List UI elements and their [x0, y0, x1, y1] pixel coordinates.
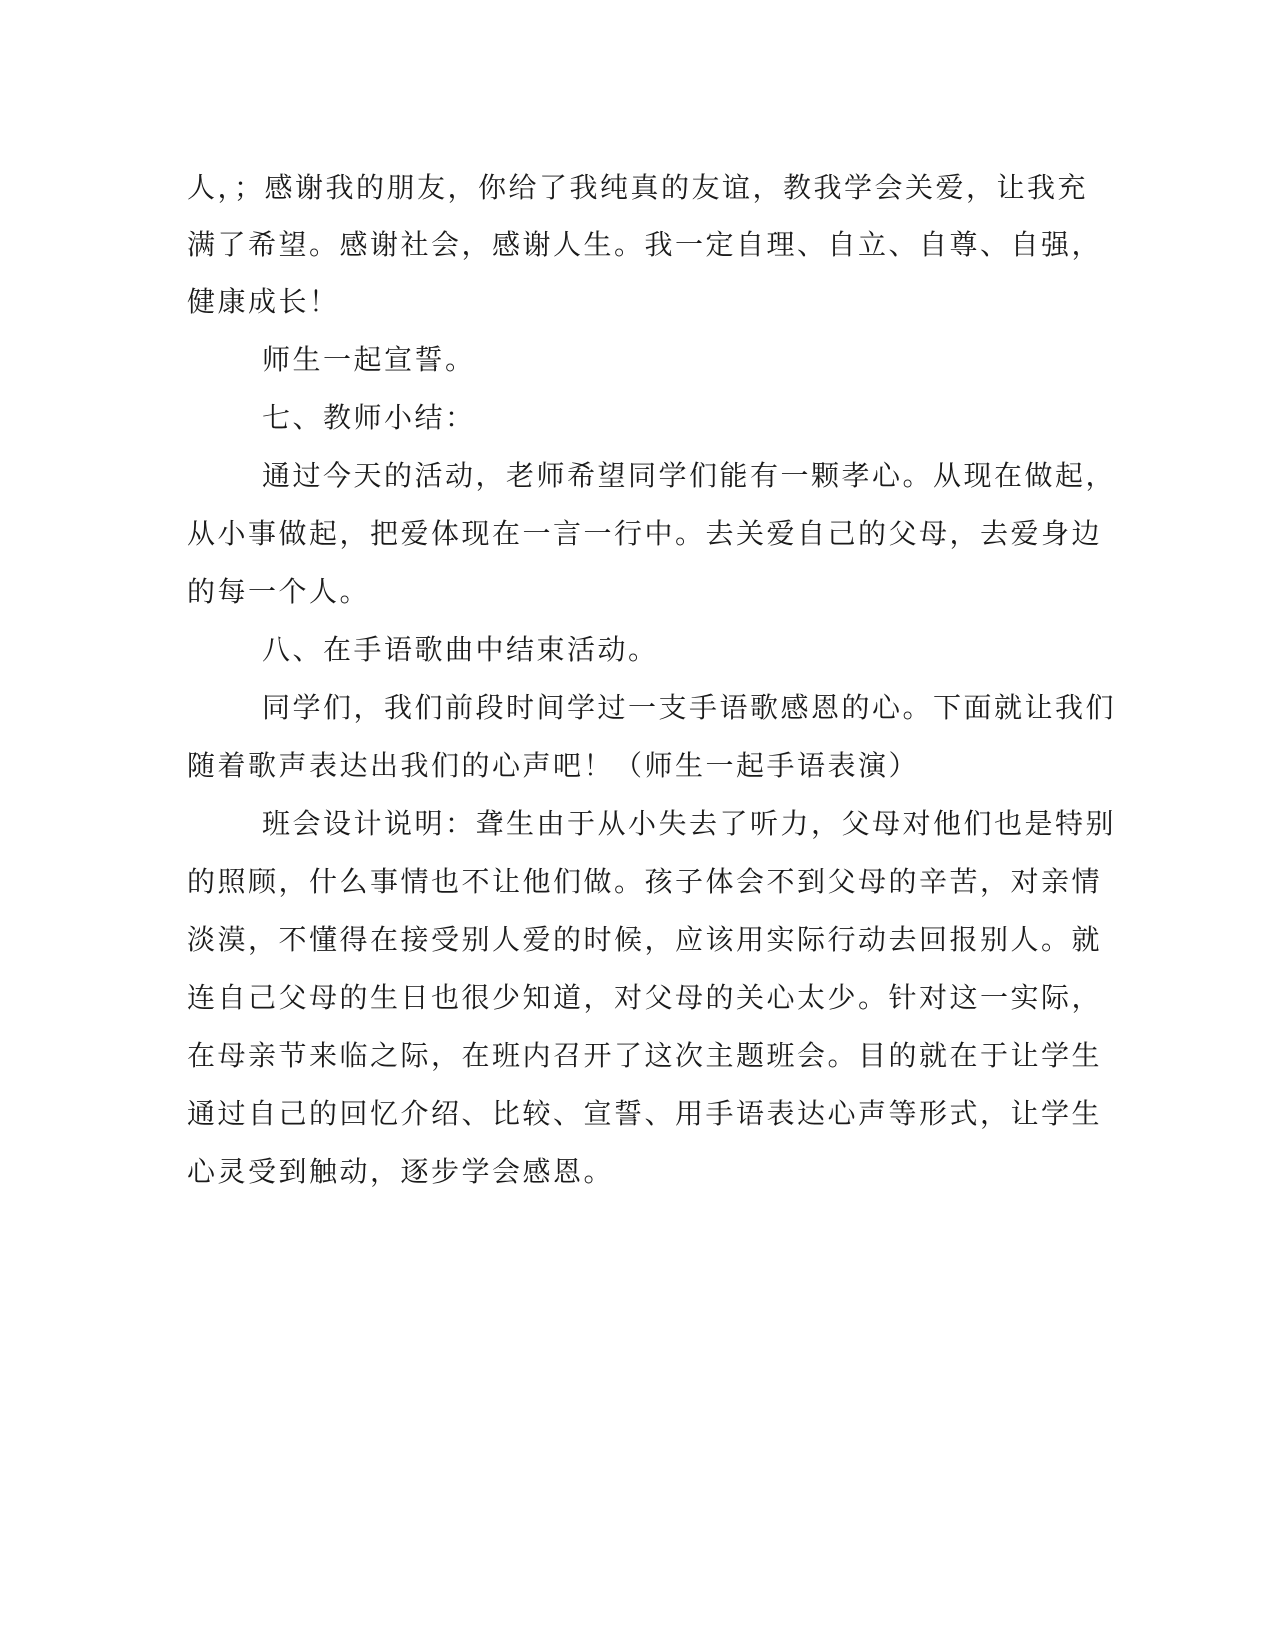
text-line: 在母亲节来临之际，在班内召开了这次主题班会。目的就在于让学生 — [187, 1039, 1103, 1072]
section-heading: 七、教师小结： — [262, 401, 476, 434]
text-line: 心灵受到触动，逐步学会感恩。 — [187, 1155, 615, 1188]
text-line: 班会设计说明：聋生由于从小失去了听力，父母对他们也是特别 — [262, 807, 1117, 840]
text-line: 师生一起宣誓。 — [262, 343, 476, 376]
text-line: 连自己父母的生日也很少知道，对父母的关心太少。针对这一实际， — [187, 981, 1103, 1014]
text-line: 从小事做起，把爱体现在一言一行中。去关爱自己的父母，去爱身边 — [187, 517, 1103, 550]
text-line: 人，；感谢我的朋友，你给了我纯真的友谊，教我学会关爱，让我充 — [187, 171, 1089, 204]
text-line: 的每一个人。 — [187, 575, 371, 608]
text-line: 通过今天的活动，老师希望同学们能有一颗孝心。从现在做起， — [262, 459, 1117, 492]
section-heading: 八、在手语歌曲中结束活动。 — [262, 633, 659, 666]
text-line: 健康成长！ — [187, 285, 340, 318]
text-line: 淡漠，不懂得在接受别人爱的时候，应该用实际行动去回报别人。就 — [187, 923, 1103, 956]
text-line: 满了希望。感谢社会，感谢人生。我一定自理、自立、自尊、自强， — [187, 228, 1103, 261]
text-line: 的照顾，什么事情也不让他们做。孩子体会不到父母的辛苦，对亲情 — [187, 865, 1103, 898]
text-line: 通过自己的回忆介绍、比较、宣誓、用手语表达心声等形式，让学生 — [187, 1097, 1103, 1130]
text-line: 随着歌声表达出我们的心声吧！（师生一起手语表演） — [187, 749, 920, 782]
text-line: 同学们，我们前段时间学过一支手语歌感恩的心。下面就让我们 — [262, 691, 1117, 724]
